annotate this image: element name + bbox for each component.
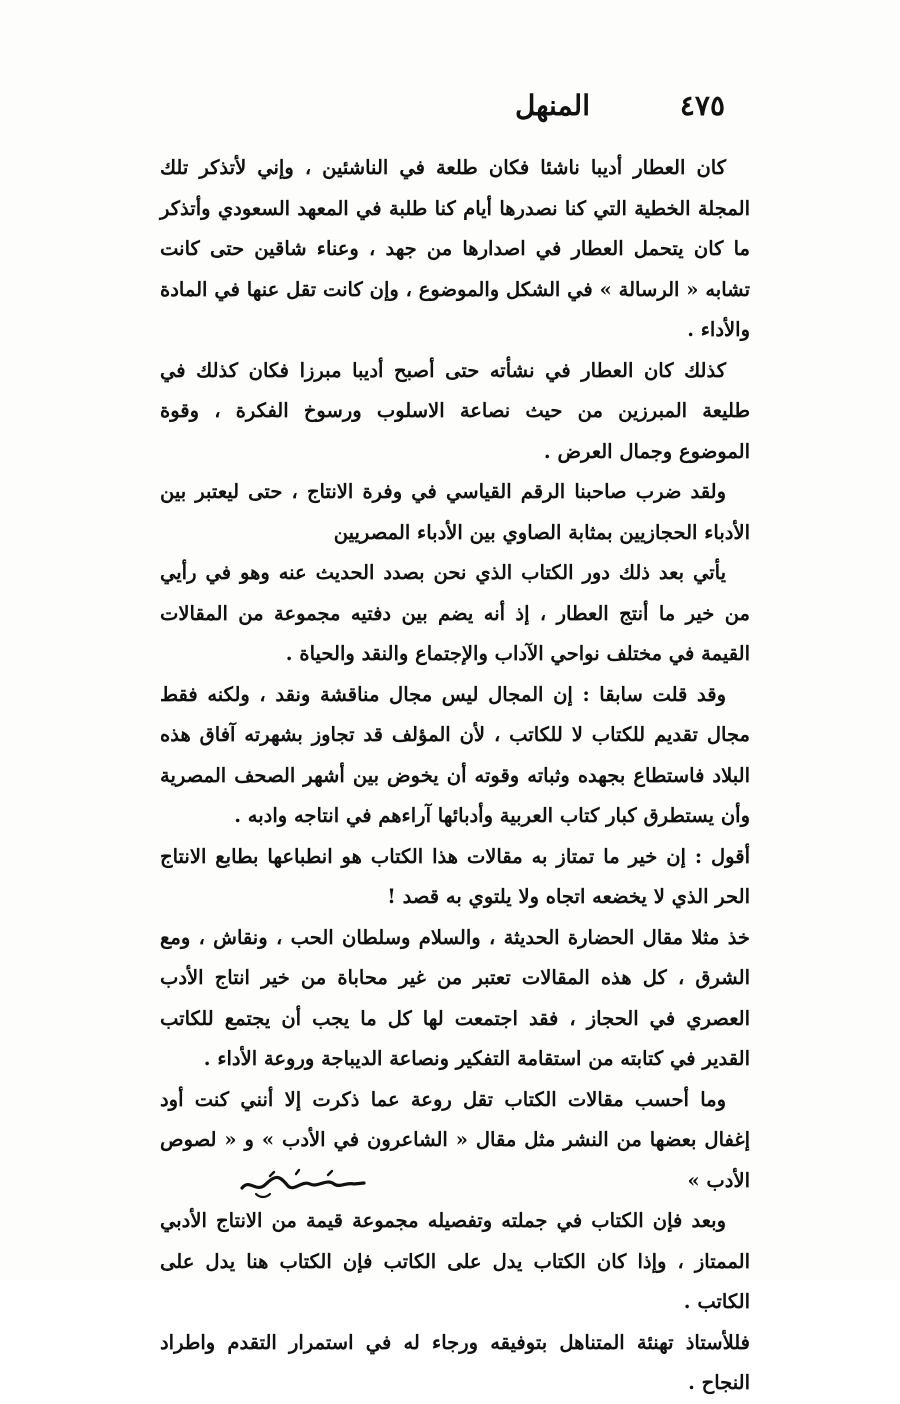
paragraph: خذ مثلا مقال الحضارة الحديثة ، والسلام وسلطان الحب ، ونقاش ، ومع الشرق ، كل هذه المقالات تعتبر من غير محاباة من خير انتاج الأدب العصري في الحجاز ، فقد اجتمعت لها كل ما يجب أن يجتمع للكاتب القدير في كتابته من استقامة التفكير ونصاعة الديباجة وروعة الأداء . xyxy=(160,925,750,1070)
article-body xyxy=(160,148,750,1404)
paragraph: وبعد فإن الكتاب في جملته وتفصيله مجموعة قيمة من الانتاج الأدبي الممتاز ، وإذا كان الكتاب يدل على الكاتب فإن الكتاب هنا يدل على الكاتب . xyxy=(160,1209,750,1313)
author-signature xyxy=(236,1164,386,1204)
paragraph: كان العطار أديبا ناشئا فكان طلعة في الناشئين ، وإني لأتذكر تلك المجلة الخطية التي كنا نصدرها أيام كنا طلبة في المعهد السعودي وأتذكر ما كان يتحمل العطار في اصدارها من جهد ، وعناء شاقين حتى كانت تشابه « الرسالة » في الشكل والموضوع ، وإن كانت تقل عنها في المادة والأداء . xyxy=(160,156,750,341)
paragraph: أقول : إن خير ما تمتاز به مقالات هذا الكتاب هو انطباعها بطابع الانتاج الحر الذي لا يخضعه اتجاه ولا يلتوي به قصد ! xyxy=(160,844,750,908)
paragraph: فللأستاذ تهنئة المتناهل بتوفيقه ورجاء له في استمرار التقدم واطراد النجاح . xyxy=(160,1330,750,1394)
paragraph: كذلك كان العطار في نشأته حتى أصبح أديبا مبرزا فكان كذلك في طليعة المبرزين من حيث نصاعة الاسلوب ورسوخ الفكرة ، وقوة الموضوع وجمال العرض . xyxy=(160,358,750,463)
paragraph: ولقد ضرب صاحبنا الرقم القياسي في وفرة الانتاج ، حتى ليعتبر بين الأدباء الحجازيين بمثابة الصاوي بين الأدباء المصريين xyxy=(160,480,750,544)
paragraph: يأتي بعد ذلك دور الكتاب الذي نحن بصدد الحديث عنه وهو في رأيي من خير ما أنتج العطار ، إذ أنه يضم بين دفتيه مجموعة من المقالات القيمة في مختلف نواحي الآداب والإجتماع والنقد والحياة . xyxy=(160,561,750,665)
paragraph: وقد قلت سابقا : إن المجال ليس مجال مناقشة ونقد ، ولكنه فقط مجال تقديم للكتاب لا للكاتب ، لأن المؤلف قد تجاوز بشهرته آفاق هذه البلاد فاستطاع بجهده وثباته وقوته أن يخوض بين أشهر الصحف المصرية وأن يستطرق كبار كتاب العربية وأدبائها آراءهم في انتاجه وادبه . xyxy=(160,682,750,827)
signature-icon xyxy=(236,1164,386,1204)
paragraph: وما أحسب مقالات الكتاب تقل روعة عما ذكرت إلا أنني كنت أود إغفال بعضها من النشر مثل مقال « الشاعرون في الأدب » و « لصوص الأدب » xyxy=(160,1087,750,1192)
page-header xyxy=(395,86,725,130)
journal-title: المنهل xyxy=(514,89,590,122)
page-number: ٤٧٥ xyxy=(679,89,725,122)
